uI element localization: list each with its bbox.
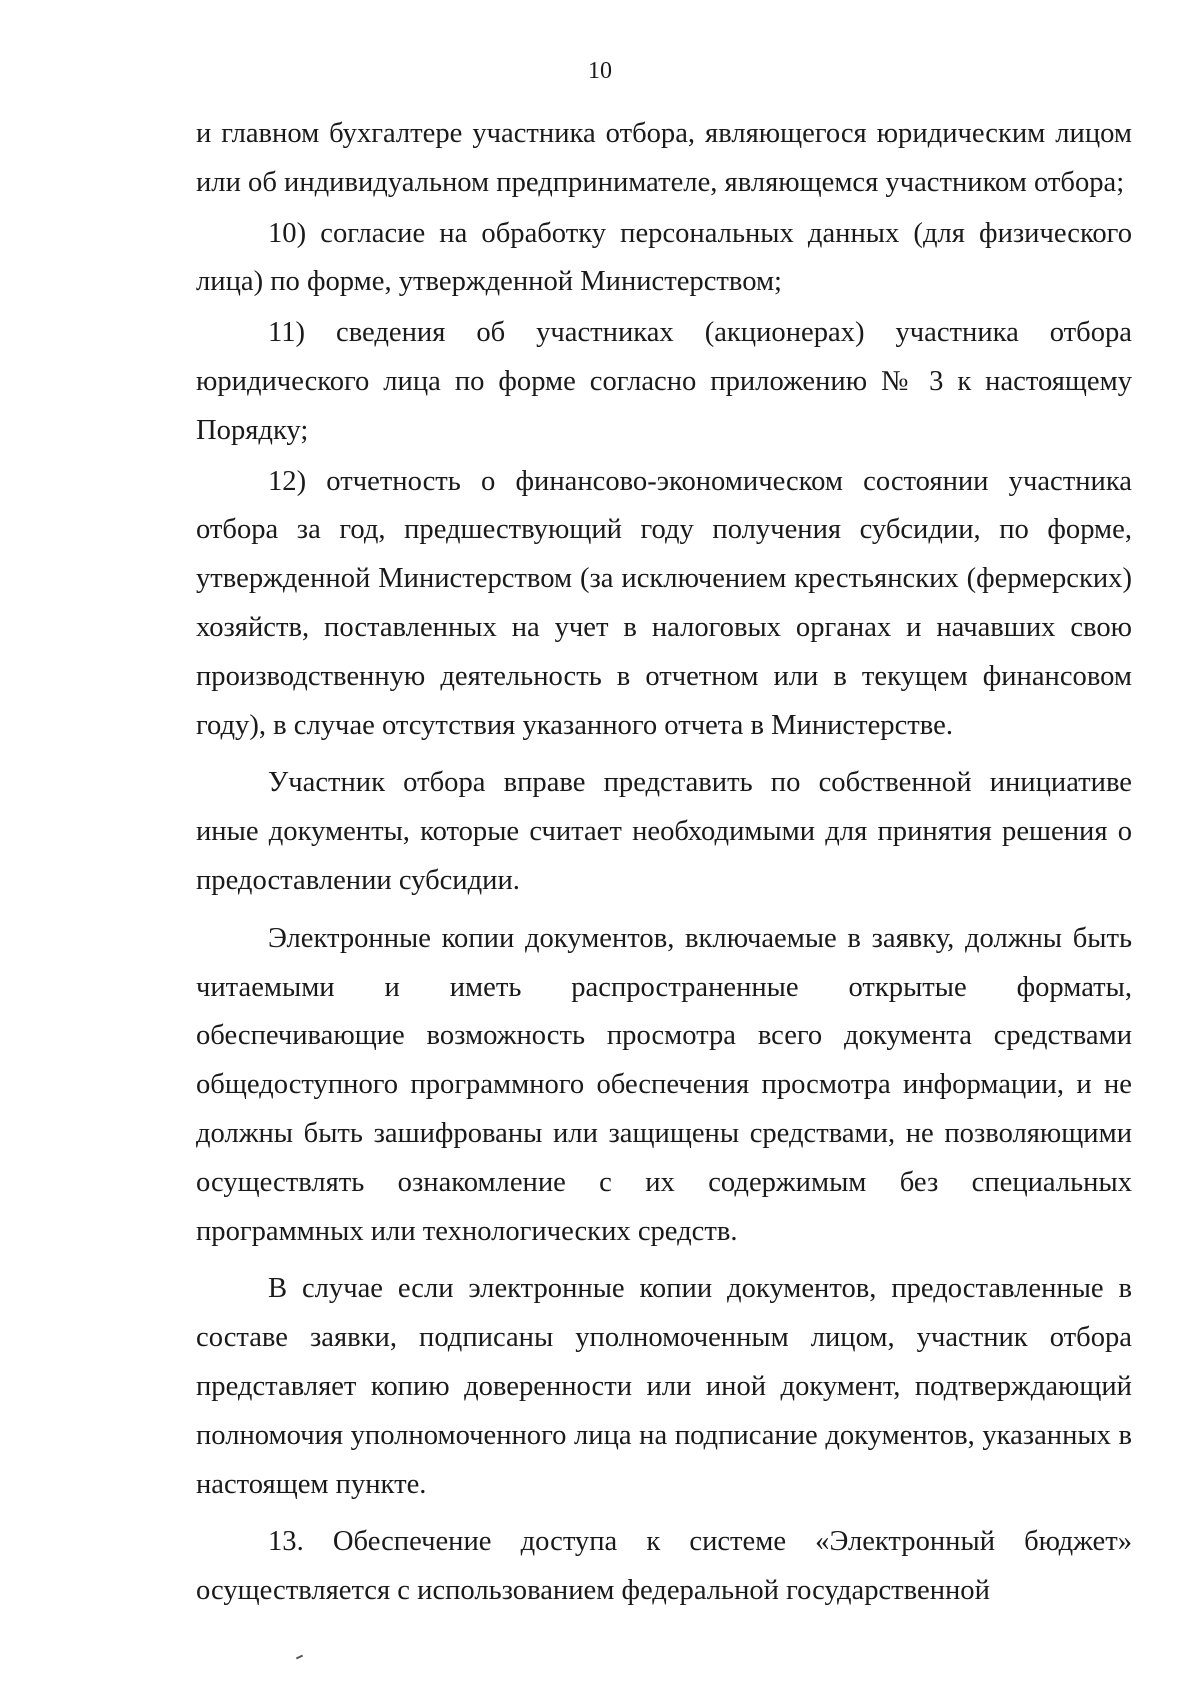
paragraph-continuation: и главном бухгалтере участника отбора, являющегося юридическим лицом или об индивидуальном предпринимателе, являющемся участником отбора; bbox=[196, 118, 1132, 198]
paragraph-electronic-copies: Электронные копии документов, включаемые в заявку, должны быть читаемыми и иметь распространенные открытые форматы, обеспечивающие возможность просмотра всего документа средствами общедоступного программного обеспечения просмотра информации, и не должны быть зашифрованы или защищены средствами, не позволяющими осуществлять ознакомление с их содержимым без специальных программных или технологических средств. bbox=[196, 922, 1132, 1247]
page-number: 10 bbox=[588, 58, 612, 84]
paragraph-initiative: Участник отбора вправе представить по собственной инициативе иные документы, которые считает необходимыми для принятия решения о предоставлении субсидии. bbox=[196, 767, 1132, 896]
paragraph-item-11: 11) сведения об участниках (акционерах) участника отбора юридического лица по форме согласно приложению № 3 к настоящему Порядку; bbox=[196, 317, 1132, 446]
document-body bbox=[196, 110, 1132, 1616]
paragraph-item-10: 10) согласие на обработку персональных данных (для физического лица) по форме, утвержденной Министерством; bbox=[196, 217, 1132, 298]
scan-speck bbox=[296, 1655, 303, 1660]
paragraph-item-13: 13. Обеспечение доступа к системе «Электронный бюджет» осуществляется с использованием федеральной государственной bbox=[196, 1526, 1132, 1607]
paragraph-item-12: 12) отчетность о финансово-экономическом состоянии участника отбора за год, предшествующий году получения субсидии, по форме, утвержденной Министерством (за исключением крестьянских (фермерских) хозяйств, поставленных на учет в налоговых органах и начавших свою производственную деятельность в отчетном или в текущем финансовом году), в случае отсутствия указанного отчета в Министерстве. bbox=[196, 465, 1132, 741]
paragraph-authorized-person: В случае если электронные копии документов, предоставленные в составе заявки, подписаны уполномоченным лицом, участник отбора представляет копию доверенности или иной документ, подтверждающий полномочия уполномоченного лица на подписание документов, указанных в настоящем пункте. bbox=[196, 1273, 1132, 1500]
